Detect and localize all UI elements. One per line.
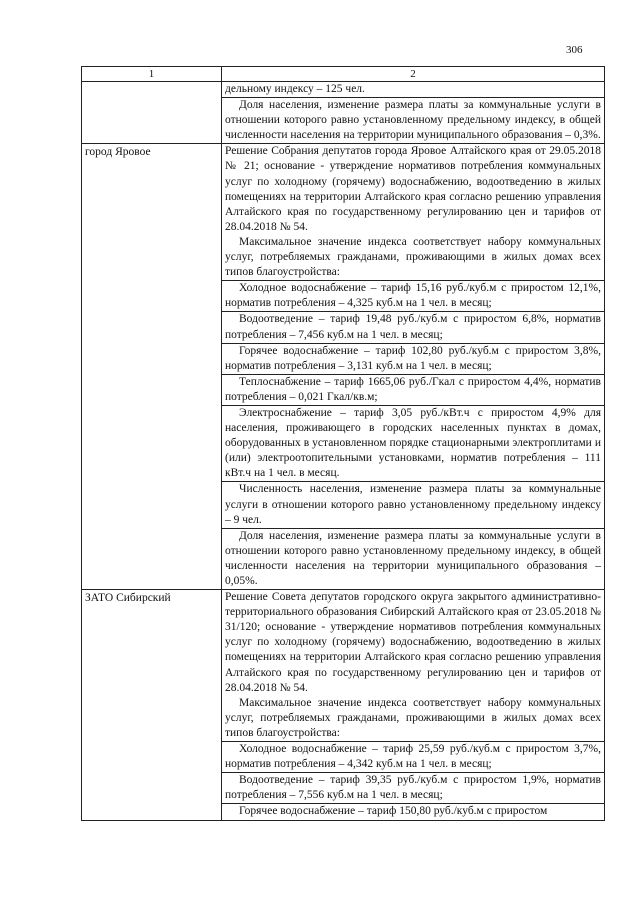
content-cell [222, 82, 605, 144]
text-block: Холодное водоснабжение – тариф 25,59 руб./куб.м с приростом 3,7%, норматив потребления – 4,342 куб.м на 1 чел. в месяц; [222, 742, 604, 773]
table-row [82, 590, 605, 820]
text-block: Решение Собрания депутатов города Яровое Алтайского края от 29.05.2018 № 21; основание - утверждение нормативов потребления коммунальных услуг по холодному (горячему) водоснабжению, водоотведению в жилых помещениях на территории Алтайского края согласно решению управления Алтайского края по государственному регулированию цен и тарифов от 28.04.2018 № 54. [225, 145, 601, 233]
table-row [82, 144, 605, 590]
municipality-cell: ЗАТО Сибирский [82, 590, 222, 820]
tariff-table [81, 66, 605, 821]
content-cell [222, 590, 605, 820]
content-cell [222, 144, 605, 590]
header-col-1: 1 [82, 67, 222, 82]
text-block: Решение Совета депутатов городского округа закрытого административно-территориального образования Сибирский Алтайского края от 23.05.2018 № 31/120; основание - утверждение нормативов потребления коммунальных услуг по холодному (горячему) водоснабжению, водоотведению в жилых помещениях на территории Алтайского края согласно решению управления Алтайского края по государственному регулированию цен и тарифов от 28.04.2018 № 54. [225, 591, 601, 694]
text-block: Водоотведение – тариф 19,48 руб./куб.м с приростом 6,8%, норматив потребления – 7,456 куб.м на 1 чел. в месяц; [222, 312, 604, 343]
text-block: Численность населения, изменение размера платы за коммунальные услуги в отношении которого равно установленному предельному индексу – 9 чел. [222, 482, 604, 528]
text-block: Горячее водоснабжение – тариф 150,80 руб./куб.м с приростом [239, 805, 548, 818]
page-number: 306 [566, 44, 583, 56]
text-block: Теплоснабжение – тариф 1665,06 руб./Гкал с приростом 4,4%, норматив потребления – 0,021 Гкал/кв.м; [222, 375, 604, 406]
text-block: Горячее водоснабжение – тариф 102,80 руб./куб.м с приростом 3,8%, норматив потребления – 3,131 куб.м на 1 чел. в месяц; [222, 344, 604, 375]
text-block: Водоотведение – тариф 39,35 руб./куб.м с приростом 1,9%, норматив потребления – 7,556 куб.м на 1 чел. в месяц; [222, 773, 604, 804]
header-col-2: 2 [222, 67, 605, 82]
text-block: Холодное водоснабжение – тариф 15,16 руб./куб.м с приростом 12,1%, норматив потребления – 4,325 куб.м на 1 чел. в месяц; [222, 281, 604, 312]
table-header-row [82, 67, 605, 82]
text-block: Доля населения, изменение размера платы за коммунальные услуги в отношении которого равно установленному предельному индексу, в общей численности населения на территории муниципального образования – 0,3%. [225, 99, 601, 142]
text-block: Электроснабжение – тариф 3,05 руб./кВт.ч с приростом 4,9% для населения, проживающего в городских населенных пунктах в домах, оборудованных в установленном порядке стационарными электроплитами и (или) электроотопительными установками, норматив потребления – 111 кВт.ч на 1 чел. в месяц. [222, 406, 604, 482]
text-block: Максимальное значение индекса соответствует набору коммунальных услуг, потребляемых гражданами, проживающими в жилых домах всех типов благоустройства: [222, 696, 604, 742]
municipality-cell: город Яровое [82, 144, 222, 590]
text-block: дельному индексу – 125 чел. [222, 82, 604, 98]
text-block: Максимальное значение индекса соответствует набору коммунальных услуг, потребляемых гражданами, проживающими в жилых домах всех типов благоустройства: [222, 235, 604, 281]
text-block: Доля населения, изменение размера платы за коммунальные услуги в отношении которого равно установленному предельному индексу, в общей численности населения на территории муниципального образования – 0,05%. [225, 529, 601, 587]
municipality-cell [82, 82, 222, 144]
table-row [82, 82, 605, 144]
